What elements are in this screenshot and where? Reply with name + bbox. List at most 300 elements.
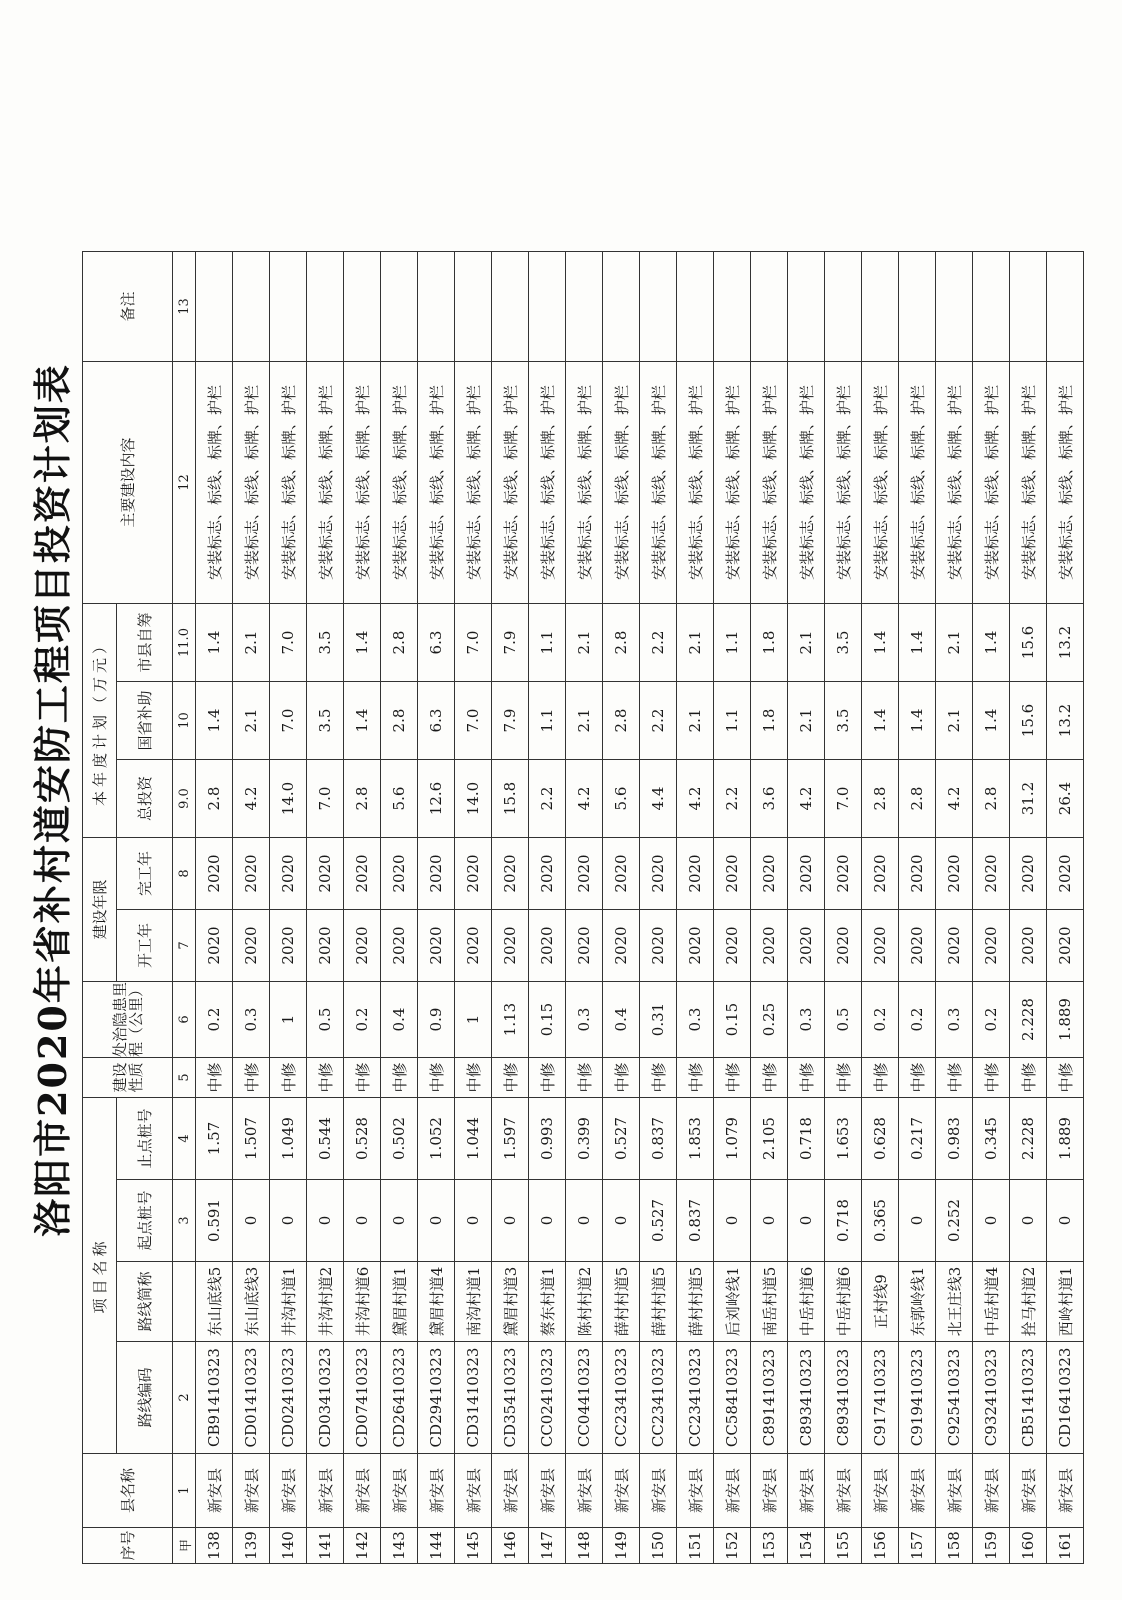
cell-route-name: 中岳村道6 (788, 1262, 825, 1342)
header-plan: 本年度计划（万元） (83, 604, 117, 838)
cell-start-stake: 0.527 (640, 1180, 677, 1262)
cell-county: 新安县 (751, 1454, 788, 1528)
cell-start-stake: 0 (1047, 1180, 1084, 1262)
cell-end-stake: 1.044 (455, 1098, 492, 1180)
cell-start-year: 2020 (233, 910, 270, 982)
table-row (825, 252, 862, 1564)
cell-nature: 中修 (1010, 1058, 1047, 1098)
cell-remark (973, 252, 1010, 362)
cell-nature: 中修 (899, 1058, 936, 1098)
cell-route-code: CC23410323 (677, 1342, 714, 1454)
cell-mileage: 0.3 (566, 982, 603, 1058)
cell-route-code: CC23410323 (640, 1342, 677, 1454)
cell-route-name: 后刘岭线1 (714, 1262, 751, 1342)
cell-route-name: 东山底线3 (233, 1262, 270, 1342)
cell-self: 7.0 (455, 604, 492, 682)
cell-county: 新安县 (1047, 1454, 1084, 1528)
cell-content: 安装标志、标线、标牌、护栏 (455, 362, 492, 604)
cell-seq: 160 (1010, 1528, 1047, 1564)
cell-route-name: 东郭岭线1 (899, 1262, 936, 1342)
cell-route-code: CD07410323 (344, 1342, 381, 1454)
cell-end-year: 2020 (307, 838, 344, 910)
cell-nature: 中修 (714, 1058, 751, 1098)
cell-end-year: 2020 (973, 838, 1010, 910)
cell-start-stake: 0.591 (196, 1180, 233, 1262)
cell-remark (529, 252, 566, 362)
cell-nature: 中修 (788, 1058, 825, 1098)
table-row (455, 252, 492, 1564)
cell-end-year: 2020 (455, 838, 492, 910)
cell-total: 2.2 (714, 760, 751, 838)
cell-county: 新安县 (825, 1454, 862, 1528)
cell-content: 安装标志、标线、标牌、护栏 (492, 362, 529, 604)
cell-start-year: 2020 (270, 910, 307, 982)
cell-seq: 151 (677, 1528, 714, 1564)
cell-route-name: 井沟村道2 (307, 1262, 344, 1342)
table-row (751, 252, 788, 1564)
header-total: 总投资 (117, 760, 173, 838)
cell-seq: 152 (714, 1528, 751, 1564)
cell-content: 安装标志、标线、标牌、护栏 (640, 362, 677, 604)
cell-start-year: 2020 (566, 910, 603, 982)
cell-content: 安装标志、标线、标牌、护栏 (751, 362, 788, 604)
cell-nature: 中修 (751, 1058, 788, 1098)
cell-mileage: 0.3 (788, 982, 825, 1058)
cell-total: 3.6 (751, 760, 788, 838)
cell-route-code: CC58410323 (714, 1342, 751, 1454)
cell-self: 1.1 (529, 604, 566, 682)
cell-start-stake: 0.365 (862, 1180, 899, 1262)
cell-route-name: 拴马村道2 (1010, 1262, 1047, 1342)
header-content: 主要建设内容 (83, 362, 173, 604)
cell-end-stake: 0.983 (936, 1098, 973, 1180)
cell-total: 31.2 (1010, 760, 1047, 838)
cell-county: 新安县 (344, 1454, 381, 1528)
cell-end-stake: 0.718 (788, 1098, 825, 1180)
cell-content: 安装标志、标线、标牌、护栏 (233, 362, 270, 604)
cell-seq: 161 (1047, 1528, 1084, 1564)
cell-end-stake: 0.993 (529, 1098, 566, 1180)
cell-subsidy: 1.4 (862, 682, 899, 760)
cell-county: 新安县 (196, 1454, 233, 1528)
cell-total: 12.6 (418, 760, 455, 838)
cell-start-year: 2020 (936, 910, 973, 982)
cell-nature: 中修 (418, 1058, 455, 1098)
cell-total: 2.8 (973, 760, 1010, 838)
cell-end-stake: 1.049 (270, 1098, 307, 1180)
cell-mileage: 0.3 (233, 982, 270, 1058)
table-row (640, 252, 677, 1564)
header-end-year: 完工年 (117, 838, 173, 910)
cell-subsidy: 13.2 (1047, 682, 1084, 760)
cell-seq: 145 (455, 1528, 492, 1564)
header-end-stake: 止点桩号 (117, 1098, 173, 1180)
cell-subsidy: 3.5 (307, 682, 344, 760)
cell-content: 安装标志、标线、标牌、护栏 (270, 362, 307, 604)
cell-subsidy: 2.1 (566, 682, 603, 760)
cell-start-year: 2020 (899, 910, 936, 982)
cell-subsidy: 1.1 (529, 682, 566, 760)
cell-subsidy: 2.1 (233, 682, 270, 760)
cell-start-year: 2020 (418, 910, 455, 982)
column-number (173, 1262, 196, 1342)
cell-subsidy: 7.0 (270, 682, 307, 760)
cell-mileage: 0.15 (714, 982, 751, 1058)
cell-total: 4.2 (788, 760, 825, 838)
cell-mileage: 0.5 (825, 982, 862, 1058)
cell-county: 新安县 (973, 1454, 1010, 1528)
cell-route-name: 井沟村道1 (270, 1262, 307, 1342)
cell-remark (455, 252, 492, 362)
cell-content: 安装标志、标线、标牌、护栏 (381, 362, 418, 604)
cell-route-name: 陈村村道2 (566, 1262, 603, 1342)
cell-seq: 140 (270, 1528, 307, 1564)
cell-remark (233, 252, 270, 362)
cell-total: 5.6 (603, 760, 640, 838)
cell-nature: 中修 (270, 1058, 307, 1098)
cell-self: 1.4 (344, 604, 381, 682)
cell-mileage: 0.25 (751, 982, 788, 1058)
cell-route-name: 中岳村道4 (973, 1262, 1010, 1342)
cell-mileage: 1 (270, 982, 307, 1058)
cell-subsidy: 2.8 (603, 682, 640, 760)
cell-content: 安装标志、标线、标牌、护栏 (307, 362, 344, 604)
cell-end-stake: 0.345 (973, 1098, 1010, 1180)
cell-total: 14.0 (270, 760, 307, 838)
cell-total: 4.2 (233, 760, 270, 838)
cell-seq: 153 (751, 1528, 788, 1564)
cell-total: 4.2 (566, 760, 603, 838)
cell-subsidy: 1.4 (899, 682, 936, 760)
table-row (418, 252, 455, 1564)
cell-route-code: CD01410323 (233, 1342, 270, 1454)
header-route-name: 路线简称 (117, 1262, 173, 1342)
cell-county: 新安县 (529, 1454, 566, 1528)
table-row (307, 252, 344, 1564)
cell-seq: 155 (825, 1528, 862, 1564)
cell-end-year: 2020 (825, 838, 862, 910)
cell-mileage: 1.13 (492, 982, 529, 1058)
cell-total: 26.4 (1047, 760, 1084, 838)
cell-self: 7.9 (492, 604, 529, 682)
cell-end-stake: 1.507 (233, 1098, 270, 1180)
cell-content: 安装标志、标线、标牌、护栏 (973, 362, 1010, 604)
cell-nature: 中修 (307, 1058, 344, 1098)
cell-self: 2.1 (233, 604, 270, 682)
cell-seq: 147 (529, 1528, 566, 1564)
cell-start-stake: 0 (492, 1180, 529, 1262)
cell-end-year: 2020 (381, 838, 418, 910)
cell-start-stake: 0 (307, 1180, 344, 1262)
cell-mileage: 0.3 (677, 982, 714, 1058)
cell-remark (603, 252, 640, 362)
cell-seq: 138 (196, 1528, 233, 1564)
cell-self: 1.4 (862, 604, 899, 682)
cell-subsidy: 2.1 (936, 682, 973, 760)
header-self: 市县自筹 (117, 604, 173, 682)
cell-seq: 148 (566, 1528, 603, 1564)
cell-end-year: 2020 (788, 838, 825, 910)
cell-end-year: 2020 (714, 838, 751, 910)
cell-nature: 中修 (973, 1058, 1010, 1098)
cell-county: 新安县 (1010, 1454, 1047, 1528)
cell-county: 新安县 (936, 1454, 973, 1528)
cell-self: 3.5 (825, 604, 862, 682)
cell-content: 安装标志、标线、标牌、护栏 (529, 362, 566, 604)
cell-subsidy: 2.1 (677, 682, 714, 760)
column-number: 4 (173, 1098, 196, 1180)
column-number: 13 (173, 252, 196, 362)
cell-subsidy: 6.3 (418, 682, 455, 760)
cell-end-stake: 0.837 (640, 1098, 677, 1180)
cell-nature: 中修 (455, 1058, 492, 1098)
cell-start-year: 2020 (344, 910, 381, 982)
cell-self: 1.4 (973, 604, 1010, 682)
cell-route-code: C893410323 (825, 1342, 862, 1454)
cell-self: 7.0 (270, 604, 307, 682)
cell-seq: 154 (788, 1528, 825, 1564)
cell-route-code: C919410323 (899, 1342, 936, 1454)
cell-route-name: 中岳村道6 (825, 1262, 862, 1342)
cell-mileage: 0.4 (381, 982, 418, 1058)
cell-route-name: 蔡东村道1 (529, 1262, 566, 1342)
cell-mileage: 2.228 (1010, 982, 1047, 1058)
cell-route-code: CC04410323 (566, 1342, 603, 1454)
cell-start-year: 2020 (751, 910, 788, 982)
cell-seq: 146 (492, 1528, 529, 1564)
cell-county: 新安县 (418, 1454, 455, 1528)
cell-mileage: 0.2 (862, 982, 899, 1058)
cell-nature: 中修 (381, 1058, 418, 1098)
cell-remark (492, 252, 529, 362)
cell-remark (1047, 252, 1084, 362)
cell-subsidy: 2.1 (788, 682, 825, 760)
cell-county: 新安县 (714, 1454, 751, 1528)
cell-start-stake: 0 (566, 1180, 603, 1262)
cell-seq: 139 (233, 1528, 270, 1564)
column-number-row (173, 252, 196, 1564)
cell-start-stake: 0 (603, 1180, 640, 1262)
table-row (196, 252, 233, 1564)
cell-nature: 中修 (529, 1058, 566, 1098)
cell-route-code: C925410323 (936, 1342, 973, 1454)
cell-self: 1.4 (899, 604, 936, 682)
cell-end-stake: 1.597 (492, 1098, 529, 1180)
cell-seq: 144 (418, 1528, 455, 1564)
cell-end-stake: 0.528 (344, 1098, 381, 1180)
cell-route-name: 薛村村道5 (640, 1262, 677, 1342)
column-number: 9.0 (173, 760, 196, 838)
cell-self: 2.1 (677, 604, 714, 682)
table-row (788, 252, 825, 1564)
cell-end-year: 2020 (899, 838, 936, 910)
cell-seq: 158 (936, 1528, 973, 1564)
cell-end-year: 2020 (751, 838, 788, 910)
cell-nature: 中修 (825, 1058, 862, 1098)
cell-total: 4.2 (677, 760, 714, 838)
header-seq: 序号 (83, 1528, 173, 1564)
cell-end-stake: 0.399 (566, 1098, 603, 1180)
cell-end-year: 2020 (196, 838, 233, 910)
cell-start-stake: 0 (788, 1180, 825, 1262)
cell-content: 安装标志、标线、标牌、护栏 (344, 362, 381, 604)
cell-county: 新安县 (307, 1454, 344, 1528)
cell-remark (714, 252, 751, 362)
cell-start-year: 2020 (862, 910, 899, 982)
cell-start-year: 2020 (1010, 910, 1047, 982)
cell-self: 2.1 (566, 604, 603, 682)
cell-total: 2.8 (344, 760, 381, 838)
cell-route-code: CD29410323 (418, 1342, 455, 1454)
column-number: 10 (173, 682, 196, 760)
cell-self: 15.6 (1010, 604, 1047, 682)
cell-end-stake: 1.889 (1047, 1098, 1084, 1180)
cell-seq: 150 (640, 1528, 677, 1564)
table-row (344, 252, 381, 1564)
cell-total: 2.2 (529, 760, 566, 838)
cell-remark (418, 252, 455, 362)
cell-nature: 中修 (1047, 1058, 1084, 1098)
cell-seq: 141 (307, 1528, 344, 1564)
cell-route-code: CB51410323 (1010, 1342, 1047, 1454)
column-number: 8 (173, 838, 196, 910)
cell-self: 2.8 (381, 604, 418, 682)
cell-start-stake: 0 (418, 1180, 455, 1262)
cell-start-stake: 0 (1010, 1180, 1047, 1262)
cell-mileage: 0.9 (418, 982, 455, 1058)
cell-total: 14.0 (455, 760, 492, 838)
table-row (1047, 252, 1084, 1564)
cell-route-name: 南岳村道5 (751, 1262, 788, 1342)
cell-start-year: 2020 (529, 910, 566, 982)
cell-remark (1010, 252, 1047, 362)
cell-start-year: 2020 (640, 910, 677, 982)
cell-remark (196, 252, 233, 362)
cell-route-code: C917410323 (862, 1342, 899, 1454)
cell-start-stake: 0.837 (677, 1180, 714, 1262)
cell-route-name: 西岭村道1 (1047, 1262, 1084, 1342)
cell-end-year: 2020 (1047, 838, 1084, 910)
cell-subsidy: 1.4 (973, 682, 1010, 760)
cell-subsidy: 7.0 (455, 682, 492, 760)
header-period: 建设年限 (83, 838, 117, 982)
table-row (862, 252, 899, 1564)
cell-route-name: 正村线9 (862, 1262, 899, 1342)
cell-start-year: 2020 (714, 910, 751, 982)
cell-end-stake: 0.628 (862, 1098, 899, 1180)
cell-content: 安装标志、标线、标牌、护栏 (899, 362, 936, 604)
cell-self: 3.5 (307, 604, 344, 682)
cell-end-stake: 0.527 (603, 1098, 640, 1180)
cell-remark (825, 252, 862, 362)
cell-subsidy: 15.6 (1010, 682, 1047, 760)
cell-start-year: 2020 (973, 910, 1010, 982)
cell-mileage: 0.2 (973, 982, 1010, 1058)
header-subsidy: 国省补助 (117, 682, 173, 760)
cell-end-stake: 1.57 (196, 1098, 233, 1180)
cell-start-stake: 0 (899, 1180, 936, 1262)
cell-end-stake: 0.544 (307, 1098, 344, 1180)
cell-start-stake: 0 (973, 1180, 1010, 1262)
cell-nature: 中修 (640, 1058, 677, 1098)
cell-start-year: 2020 (455, 910, 492, 982)
cell-mileage: 0.2 (344, 982, 381, 1058)
cell-end-year: 2020 (862, 838, 899, 910)
cell-route-name: 黛眉村道4 (418, 1262, 455, 1342)
cell-content: 安装标志、标线、标牌、护栏 (714, 362, 751, 604)
header-county: 县名称 (83, 1454, 173, 1528)
cell-end-year: 2020 (936, 838, 973, 910)
cell-route-name: 北王庄线3 (936, 1262, 973, 1342)
cell-self: 1.8 (751, 604, 788, 682)
cell-remark (640, 252, 677, 362)
cell-total: 2.8 (196, 760, 233, 838)
cell-end-year: 2020 (492, 838, 529, 910)
cell-remark (381, 252, 418, 362)
cell-county: 新安县 (640, 1454, 677, 1528)
header-route-code: 路线编码 (117, 1342, 173, 1454)
cell-start-stake: 0 (344, 1180, 381, 1262)
cell-route-name: 东山底线5 (196, 1262, 233, 1342)
cell-self: 13.2 (1047, 604, 1084, 682)
cell-route-name: 黛眉村道3 (492, 1262, 529, 1342)
cell-mileage: 1.889 (1047, 982, 1084, 1058)
column-number: 7 (173, 910, 196, 982)
cell-subsidy: 1.4 (344, 682, 381, 760)
cell-start-stake: 0.252 (936, 1180, 973, 1262)
cell-route-code: CC02410323 (529, 1342, 566, 1454)
cell-county: 新安县 (381, 1454, 418, 1528)
cell-county: 新安县 (233, 1454, 270, 1528)
column-number: 2 (173, 1342, 196, 1454)
cell-total: 2.8 (862, 760, 899, 838)
cell-end-year: 2020 (677, 838, 714, 910)
cell-county: 新安县 (455, 1454, 492, 1528)
cell-start-stake: 0.718 (825, 1180, 862, 1262)
cell-nature: 中修 (196, 1058, 233, 1098)
cell-remark (566, 252, 603, 362)
cell-end-year: 2020 (1010, 838, 1047, 910)
cell-content: 安装标志、标线、标牌、护栏 (1010, 362, 1047, 604)
cell-remark (788, 252, 825, 362)
cell-route-name: 薛村村道5 (677, 1262, 714, 1342)
cell-end-year: 2020 (270, 838, 307, 910)
cell-route-name: 黛眉村道1 (381, 1262, 418, 1342)
cell-start-stake: 0 (714, 1180, 751, 1262)
column-number: 12 (173, 362, 196, 604)
cell-start-year: 2020 (603, 910, 640, 982)
investment-plan-table (82, 251, 1084, 1564)
cell-subsidy: 1.8 (751, 682, 788, 760)
cell-start-stake: 0 (455, 1180, 492, 1262)
cell-start-year: 2020 (492, 910, 529, 982)
header-remark: 备注 (83, 252, 173, 362)
cell-nature: 中修 (233, 1058, 270, 1098)
cell-county: 新安县 (788, 1454, 825, 1528)
cell-total: 4.2 (936, 760, 973, 838)
table-row (492, 252, 529, 1564)
cell-mileage: 1 (455, 982, 492, 1058)
cell-start-stake: 0 (233, 1180, 270, 1262)
cell-nature: 中修 (936, 1058, 973, 1098)
cell-end-year: 2020 (566, 838, 603, 910)
table-row (381, 252, 418, 1564)
cell-start-year: 2020 (1047, 910, 1084, 982)
cell-start-year: 2020 (788, 910, 825, 982)
table-row (973, 252, 1010, 1564)
cell-seq: 149 (603, 1528, 640, 1564)
cell-county: 新安县 (899, 1454, 936, 1528)
